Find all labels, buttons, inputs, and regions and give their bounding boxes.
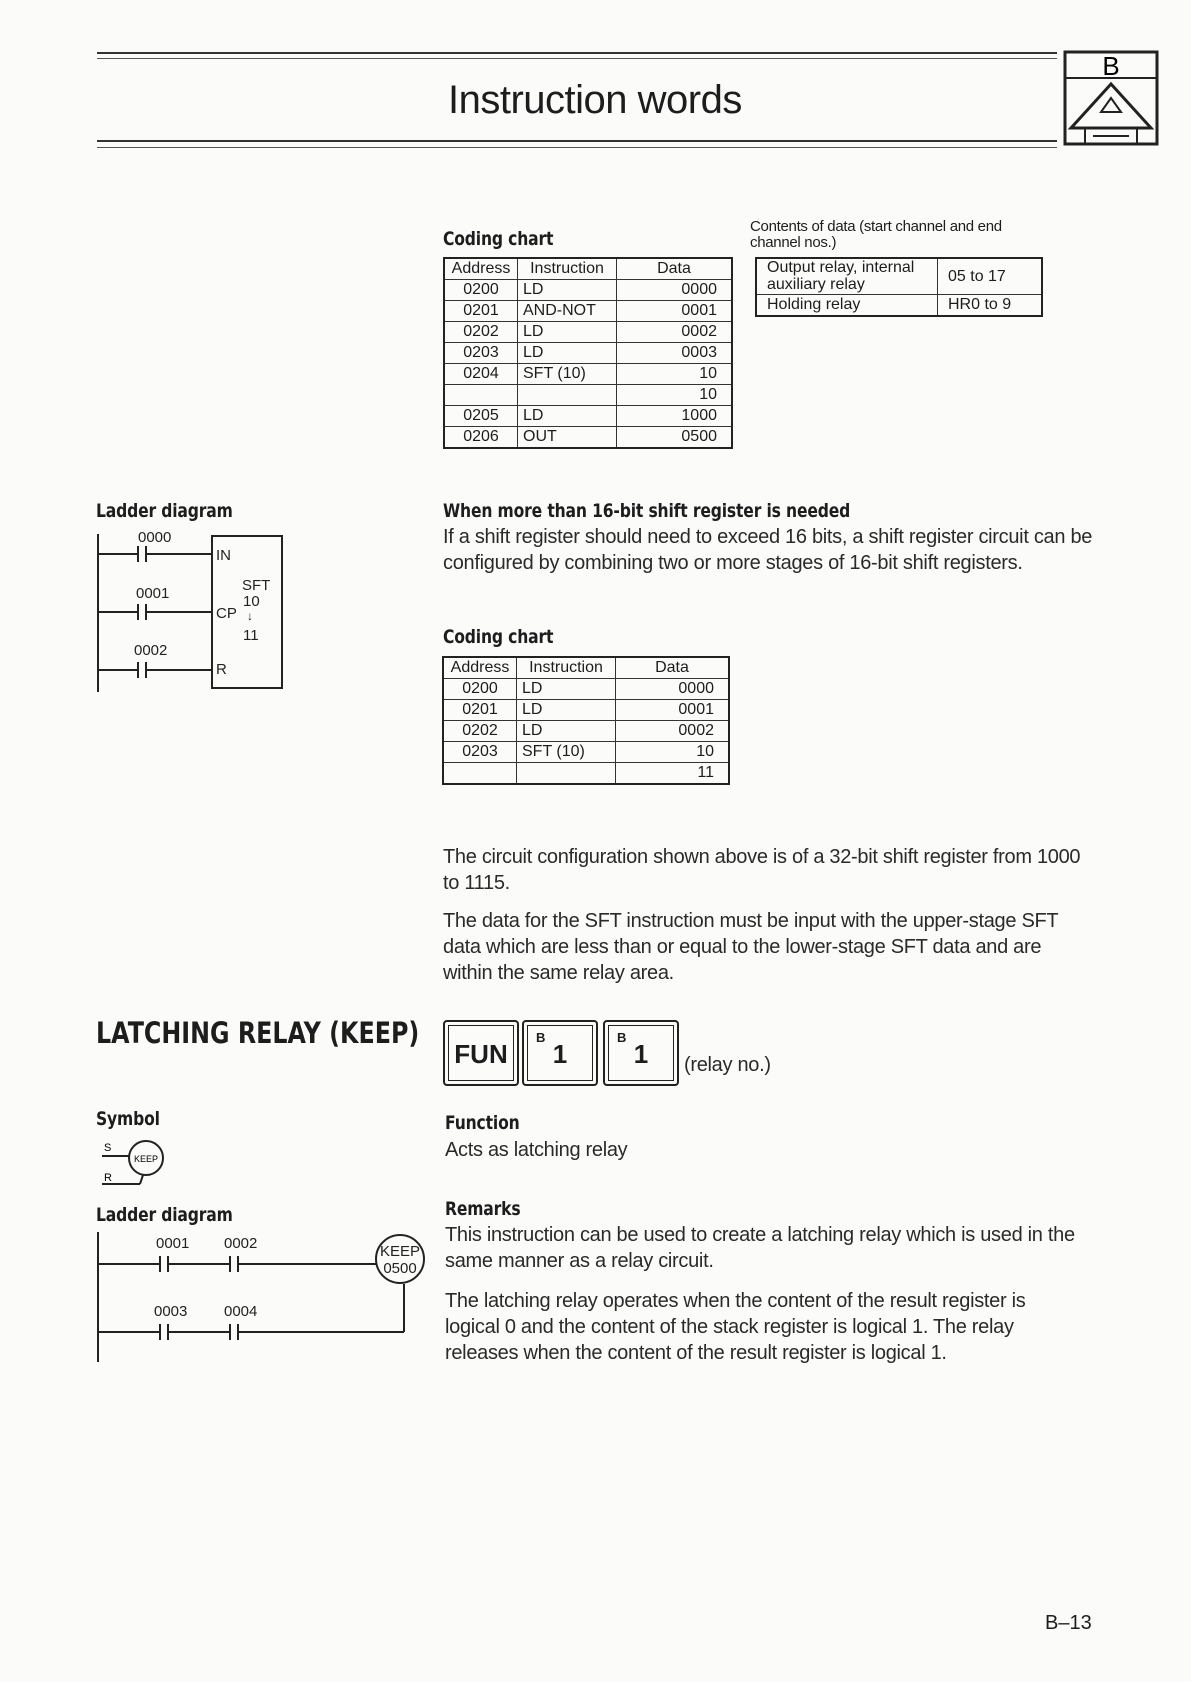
table-cell: 0203 — [443, 742, 517, 763]
section-logo — [1063, 50, 1159, 146]
table-cell: 10 — [616, 742, 730, 763]
table-cell: 10 — [617, 385, 733, 406]
contact-label: 0001 — [156, 1235, 190, 1252]
table-row — [444, 343, 732, 364]
table-cell: LD — [518, 280, 617, 301]
latching-relay-heading: LATCHING RELAY (KEEP) — [96, 1016, 420, 1050]
pin-label: CP — [216, 605, 237, 622]
keep-symbol — [98, 1136, 178, 1188]
column-header: Address — [443, 657, 517, 679]
table-cell: 0002 — [616, 721, 730, 742]
paragraph-sft-data: The data for the SFT instruction must be input with the upper-stage SFT data which are less than or equal to the lower-stage SFT data and are within the same relay area. — [443, 910, 1058, 984]
table-cell: LD — [518, 343, 617, 364]
table-row — [444, 385, 732, 406]
coding-chart-2 — [442, 656, 730, 785]
table-row — [443, 763, 729, 785]
key-main-label: FUN — [454, 1039, 508, 1069]
table-cell: AND-NOT — [518, 301, 617, 322]
start-channel: 10 — [243, 593, 260, 610]
table-row — [756, 258, 1042, 294]
key-main-label: 1 — [552, 1039, 568, 1069]
header-rule-bottom-2 — [97, 147, 1057, 148]
remarks-heading: Remarks — [445, 1198, 521, 1220]
table-row — [443, 679, 729, 700]
contact-label: 0001 — [136, 585, 170, 602]
table-cell: SFT (10) — [518, 364, 617, 385]
table-cell: Output relay, internal auxiliary relay — [756, 258, 938, 294]
contact-label: 0004 — [224, 1303, 258, 1320]
function-heading: Function — [445, 1112, 520, 1134]
symbol-reset-label: R — [104, 1172, 112, 1184]
table-cell: 0200 — [443, 679, 517, 700]
end-channel: 11 — [243, 627, 259, 644]
table-cell: LD — [517, 721, 616, 742]
keep-ladder-diagram — [90, 1226, 440, 1366]
table-row — [756, 294, 1042, 316]
contact-label: 0002 — [224, 1235, 258, 1252]
table-row — [444, 280, 732, 301]
header-rule-bottom — [97, 140, 1057, 142]
contact-label: 0002 — [134, 642, 168, 659]
table-cell: LD — [517, 679, 616, 700]
table-row — [444, 364, 732, 385]
coding-chart-1-label: Coding chart — [443, 228, 554, 250]
column-header: Data — [617, 258, 733, 280]
column-header: Instruction — [518, 258, 617, 280]
shift-register-heading: When more than 16-bit shift register is needed — [443, 500, 851, 522]
down-arrow-icon: ↓ — [247, 609, 253, 623]
function-text: Acts as latching relay — [445, 1139, 628, 1161]
table-row — [444, 406, 732, 427]
table-cell: 0001 — [616, 700, 730, 721]
table-cell: HR0 to 9 — [938, 294, 1043, 316]
key-sub-label: B — [617, 1030, 627, 1045]
header-rule-top-2 — [97, 58, 1057, 59]
key-main-label: 1 — [633, 1039, 649, 1069]
table-row — [444, 301, 732, 322]
table-header-row — [444, 258, 732, 280]
table-cell: LD — [518, 322, 617, 343]
contents-of-data-table — [755, 257, 1043, 317]
table-cell: 0205 — [444, 406, 518, 427]
table-cell: 0203 — [444, 343, 518, 364]
key-sub-label: B — [536, 1030, 546, 1045]
fun-key — [443, 1020, 519, 1086]
coding-chart-1 — [443, 257, 733, 449]
page-number: B–13 — [1045, 1612, 1092, 1634]
table-row — [443, 700, 729, 721]
contact-label: 0003 — [154, 1303, 188, 1320]
table-cell: 0206 — [444, 427, 518, 449]
table-cell: 0003 — [617, 343, 733, 364]
table-cell: 0000 — [617, 280, 733, 301]
contents-caption: Contents of data (start channel and end channel nos.) — [750, 218, 1002, 251]
coil-name: KEEP — [379, 1243, 421, 1260]
table-row — [444, 427, 732, 449]
column-header: Data — [616, 657, 730, 679]
table-cell: 10 — [617, 364, 733, 385]
relay-number-note: (relay no.) — [684, 1054, 771, 1076]
table-cell: LD — [518, 406, 617, 427]
table-cell: 0202 — [443, 721, 517, 742]
shift-register-text: If a shift register should need to exceed 16 bits, a shift register circuit can be configured by combining two or more stages of 16-bit shift registers. — [443, 526, 1093, 574]
number-key-1 — [522, 1020, 598, 1086]
header-rule-top — [97, 52, 1057, 54]
table-cell: SFT (10) — [517, 742, 616, 763]
table-cell: 0200 — [444, 280, 518, 301]
block-name: SFT — [242, 577, 271, 594]
table-row — [444, 322, 732, 343]
table-header-row — [443, 657, 729, 679]
table-cell: 0001 — [617, 301, 733, 322]
column-header: Instruction — [517, 657, 616, 679]
pin-label: R — [216, 661, 227, 678]
paragraph-32bit: The circuit configuration shown above is of a 32-bit shift register from 1000 to 1115. — [443, 846, 1081, 894]
table-cell: 0201 — [443, 700, 517, 721]
contact-label: 0000 — [138, 529, 172, 546]
remarks-paragraph-2: The latching relay operates when the content of the result register is logical 0 and the content of the stack register is logical 1. The relay releases when the content of the result register is logical 1. — [445, 1290, 1026, 1364]
page-title: Instruction words — [448, 78, 742, 122]
table-cell: 0000 — [616, 679, 730, 700]
coding-chart-2-label: Coding chart — [443, 626, 554, 648]
table-cell — [518, 385, 617, 406]
table-cell: 0201 — [444, 301, 518, 322]
symbol-set-label: S — [104, 1142, 112, 1154]
table-cell: 0202 — [444, 322, 518, 343]
table-row — [443, 742, 729, 763]
table-cell: 05 to 17 — [938, 258, 1043, 294]
table-cell: OUT — [518, 427, 617, 449]
table-cell — [444, 385, 518, 406]
table-cell — [443, 763, 517, 785]
symbol-label: Symbol — [96, 1108, 160, 1130]
column-header: Address — [444, 258, 518, 280]
sft-ladder-diagram — [90, 524, 290, 694]
table-cell: 0204 — [444, 364, 518, 385]
section-badge-letter: B — [1102, 51, 1120, 81]
remarks-paragraph-1: This instruction can be used to create a latching relay which is used in the same manner as a relay circuit. — [445, 1224, 1075, 1272]
table-cell: LD — [517, 700, 616, 721]
table-row — [443, 721, 729, 742]
table-cell: 11 — [616, 763, 730, 785]
table-cell: 0002 — [617, 322, 733, 343]
pin-label: IN — [216, 547, 231, 564]
ladder-diagram-label: Ladder diagram — [96, 500, 233, 522]
symbol-keep-label: KEEP — [133, 1154, 159, 1164]
table-cell: 1000 — [617, 406, 733, 427]
table-cell: Holding relay — [756, 294, 938, 316]
number-key-2 — [603, 1020, 679, 1086]
table-cell: 0500 — [617, 427, 733, 449]
table-cell — [517, 763, 616, 785]
coil-number: 0500 — [383, 1260, 417, 1277]
keep-ladder-label: Ladder diagram — [96, 1204, 233, 1226]
